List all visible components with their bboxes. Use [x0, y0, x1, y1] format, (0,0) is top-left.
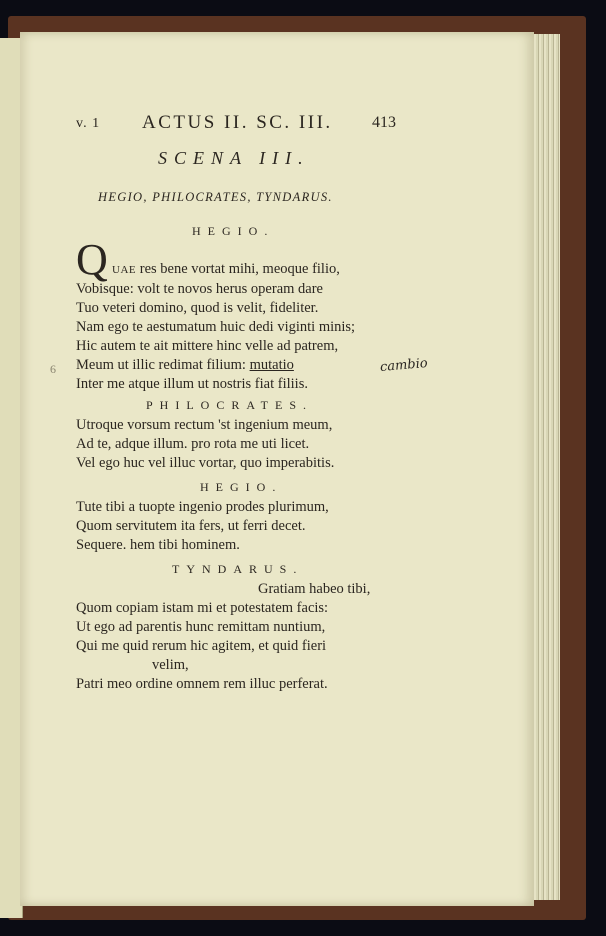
speaker-hegio-2: HEGIO.	[200, 480, 283, 494]
speaker-tyndarus: TYNDARUS.	[172, 562, 304, 576]
verse-fragment: Meum ut illic redimat filium:	[76, 357, 250, 373]
running-title: ACTUS II. SC. III.	[142, 112, 333, 133]
verse-line: Vobisque: volt te novos herus operam dare	[76, 281, 323, 297]
first-word-smallcaps: UAE	[112, 264, 137, 276]
speaker-philocrates: PHILOCRATES.	[146, 398, 314, 412]
speech-philocrates	[76, 416, 334, 473]
scene-title: SCENA III.	[158, 148, 310, 168]
verse-line: Nam ego te aestumatum huic dedi viginti minis;	[76, 319, 356, 335]
underlined-word: mutatio	[249, 357, 294, 373]
volume-mark: v. 1	[76, 116, 101, 131]
verse-line: Gratiam habeo tibi,	[258, 581, 371, 597]
verse-line-wrap: velim,	[152, 657, 189, 673]
speech-hegio-1	[76, 260, 355, 394]
margin-mark: 6	[50, 362, 56, 376]
drop-cap: Q	[76, 235, 108, 284]
verse-line: Hic autem te ait mittere hinc velle ad patrem,	[76, 338, 339, 354]
handwritten-note: cambio	[379, 355, 429, 376]
verse-line: Quom copiam istam mi et potestatem facis:	[76, 600, 329, 616]
verse-line: Tute tibi a tuopte ingenio prodes plurimum,	[76, 499, 329, 515]
verse-line: Tuo veteri domino, quod is velit, fideliter.	[76, 300, 319, 316]
verse-line: Ad te, adque illum. pro rota me uti licet.	[76, 436, 310, 452]
verse-line: Vel ego huc vel illuc vortar, quo imperabitis.	[76, 455, 335, 471]
page-number: 413	[372, 114, 396, 131]
verse-line: Quom servitutem ita fers, ut ferri decet.	[76, 518, 306, 534]
verse-line: Sequere. hem tibi hominem.	[76, 537, 240, 553]
verse-line: Utroque vorsum rectum 'st ingenium meum,	[76, 417, 333, 433]
verse-line: Patri meo ordine omnem rem illuc perferat.	[76, 676, 328, 692]
verse-line: Inter me atque illum ut nostris fiat filiis.	[76, 376, 308, 392]
verse-line	[76, 260, 355, 280]
book-page	[20, 32, 534, 906]
verse-line: Qui me quid rerum hic agitem, et quid fieri	[76, 638, 327, 654]
first-line-rest: res bene vortat mihi, meoque filio,	[136, 261, 340, 277]
verse-line: Ut ego ad parentis hunc remittam nuntium,	[76, 619, 326, 635]
speech-tyndarus	[76, 580, 370, 694]
scene-characters: HEGIO, PHILOCRATES, TYNDARUS.	[98, 190, 333, 204]
speaker-hegio-1: HEGIO.	[192, 224, 275, 238]
speech-hegio-2	[76, 498, 329, 555]
verse-line	[76, 356, 355, 375]
